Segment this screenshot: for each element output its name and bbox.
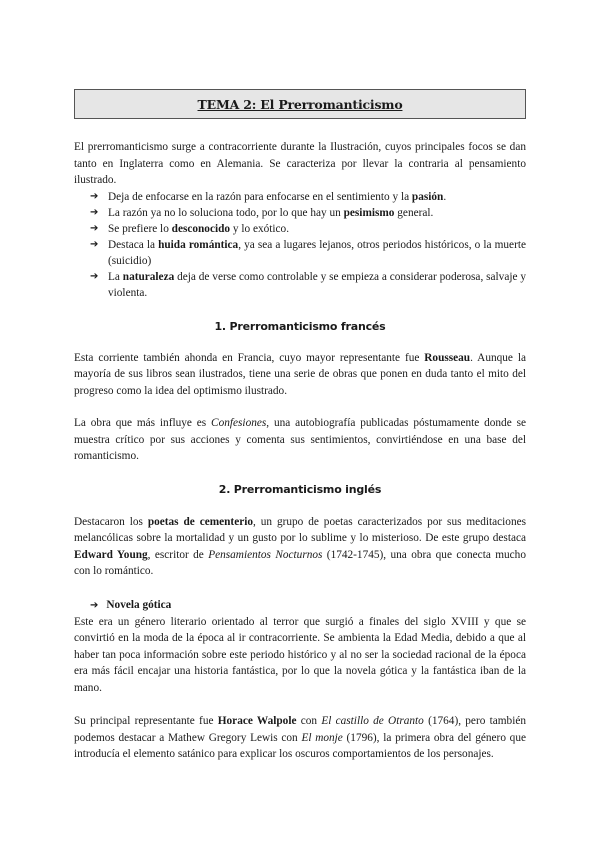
- section-heading-frances: 1. Prerromanticismo francés: [214, 319, 386, 333]
- section-heading-ingles: 2. Prerromanticismo inglés: [218, 482, 382, 496]
- right-arrow-icon: ➔: [90, 270, 99, 282]
- novela-gotica-heading: ➔ Novela gótica: [90, 598, 172, 611]
- list-item: ➔ La naturaleza deja de verse como controlable y se empieza a considerar poderosa, salvaje y violenta.: [90, 270, 526, 299]
- list-item: ➔ Se prefiere lo desconocido y lo exótico.: [90, 222, 290, 235]
- right-arrow-icon: ➔: [90, 222, 99, 234]
- page-title: TEMA 2: El Prerromanticismo: [197, 96, 403, 112]
- document-body: [74, 139, 526, 763]
- novela-gotica-paragraph: Este era un género literario orientado al terror que surgió a finales del siglo XVIII y que se convirtió en la moda de la época al ir contracorriente. Se ambienta la Edad Media, debido a que al haber tan poca información sobre este periodo histórico y al no ser la sociedad racional de la época era más fácil encajar una historia fantástica, por lo que la novela gótica y la fantástica iban de la mano.: [74, 615, 526, 694]
- right-arrow-icon: ➔: [90, 599, 99, 611]
- list-item: ➔ La razón ya no lo soluciona todo, por lo que hay un pesimismo general.: [90, 206, 434, 219]
- title-box: [74, 89, 526, 119]
- characteristics-list: [74, 189, 526, 301]
- right-arrow-icon: ➔: [90, 238, 99, 250]
- right-arrow-icon: ➔: [90, 206, 99, 218]
- list-item: ➔ Deja de enfocarse en la razón para enfocarse en el sentimiento y la pasión.: [90, 190, 447, 203]
- list-item: ➔ Destaca la huida romántica, ya sea a lugares lejanos, otros periodos históricos, o la muerte (suicidio): [90, 238, 526, 267]
- poetas-paragraph: Destacaron los poetas de cementerio, un grupo de poetas caracterizados por sus meditaciones melancólicas sobre la mortalidad y un gusto por lo sublime y lo misterioso. De este grupo destaca Edward Young, escritor de Pensamientos Nocturnos (1742-1745), una obra que conecta mucho con lo romántico.: [74, 515, 527, 577]
- confesiones-paragraph: La obra que más influye es Confesiones, una autobiografía publicadas póstumamente donde se muestra crítico por sus acciones y comenta sus sentimientos, convirtiéndose en una base del romanticismo.: [74, 417, 526, 462]
- intro-paragraph: El prerromanticismo surge a contracorriente durante la Ilustración, cuyos principales focos se dan tanto en Inglaterra como en Alemania. Se caracteriza por llevar la contraria al pensamiento ilustrado.: [74, 141, 526, 186]
- right-arrow-icon: ➔: [90, 190, 99, 202]
- walpole-paragraph: Su principal representante fue Horace Walpole con El castillo de Otranto (1764), pero también podemos destacar a Mathew Gregory Lewis con El monje (1796), la primera obra del género que introducía el elemento satánico para explicar los oscuros comportamientos de los personajes.: [74, 715, 526, 760]
- rousseau-paragraph: Esta corriente también ahonda en Francia, cuyo mayor representante fue Rousseau. Aunque la mayoría de sus libros sean ilustrados, tiene una serie de obras que ponen en duda tanto el mito del progreso como la idea del optimismo ilustrado.: [74, 351, 526, 397]
